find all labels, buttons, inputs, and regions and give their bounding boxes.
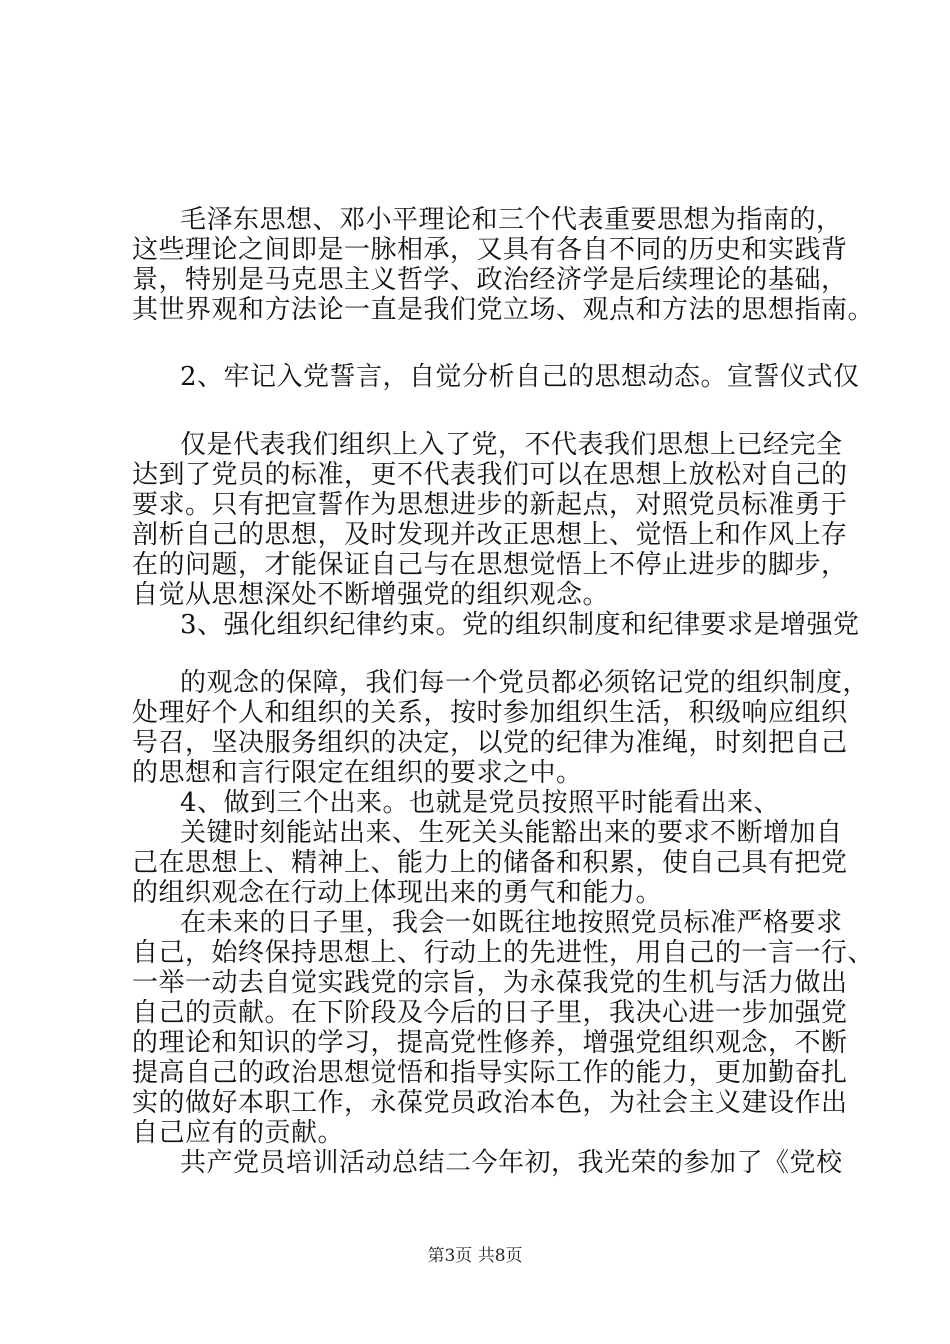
text-line: 处理好个人和组织的关系，按时参加组织生活，积级响应组织 [132, 698, 848, 728]
text-line: 自己，始终保持思想上、行动上的先进性，用自己的一言一行、 [132, 938, 875, 968]
text-line: 自觉从思想深处不断增强党的组织观念。 [132, 580, 610, 610]
text-line: 剖析自己的思想，及时发现并改正思想上、觉悟上和作风上存 [132, 520, 848, 550]
text-line: 自己的贡献。在下阶段及今后的日子里，我决心进一步加强党 [132, 998, 848, 1028]
text-line: 的组织观念在行动上体现出来的勇气和能力。 [132, 878, 663, 908]
text-line: 2、牢记入党誓言，自觉分析自己的思想动态。宣誓仪式仅 [180, 362, 860, 392]
text-line: 其世界观和方法论一直是我们党立场、观点和方法的思想指南。 [132, 295, 875, 325]
text-line: 的观念的保障，我们每一个党员都必须铭记党的组织制度， [180, 668, 870, 698]
text-line: 景，特别是马克思主义哲学、政治经济学是后续理论的基础， [132, 265, 848, 295]
text-line: 达到了党员的标准，更不代表我们可以在思想上放松对自己的 [132, 460, 848, 490]
text-line: 关键时刻能站出来、生死关头能豁出来的要求不断增加自 [180, 818, 843, 848]
text-line: 一举一动去自觉实践党的宗旨，为永葆我党的生机与活力做出 [132, 968, 848, 998]
text-line: 提高自己的政治思想觉悟和指导实际工作的能力，更加勤奋扎 [132, 1058, 848, 1088]
text-line: 要求。只有把宣誓作为思想进步的新起点，对照党员标准勇于 [132, 490, 848, 520]
text-line: 号召，坚决服务组织的决定，以党的纪律为准绳，时刻把自己 [132, 728, 848, 758]
text-line: 4、做到三个出来。也就是党员按照平时能看出来、 [180, 788, 781, 818]
text-line: 在的问题，才能保证自己与在思想觉悟上不停止进步的脚步， [132, 550, 848, 580]
text-line: 在未来的日子里，我会一如既往地按照党员标准严格要求 [180, 908, 843, 938]
text-line: 的思想和言行限定在组织的要求之中。 [132, 758, 583, 788]
text-line: 己在思想上、精神上、能力上的储备和积累，使自己具有把党 [132, 848, 848, 878]
text-line: 的理论和知识的学习，提高党性修养，增强党组织观念，不断 [132, 1028, 848, 1058]
text-line: 自己应有的贡献。 [132, 1118, 345, 1148]
text-line: 共产党员培训活动总结二今年初，我光荣的参加了《党校 [180, 1148, 843, 1178]
page-number-footer: 第3页 共8页 [427, 1246, 523, 1266]
text-line: 毛泽东思想、邓小平理论和三个代表重要思想为指南的， [180, 205, 843, 235]
text-line: 这些理论之间即是一脉相承，又具有各自不同的历史和实践背 [132, 235, 848, 265]
text-line: 仅是代表我们组织上入了党，不代表我们思想上已经完全 [180, 430, 843, 460]
text-line: 3、强化组织纪律约束。党的组织制度和纪律要求是增强党 [180, 610, 860, 640]
text-line: 实的做好本职工作，永葆党员政治本色，为社会主义建设作出 [132, 1088, 848, 1118]
